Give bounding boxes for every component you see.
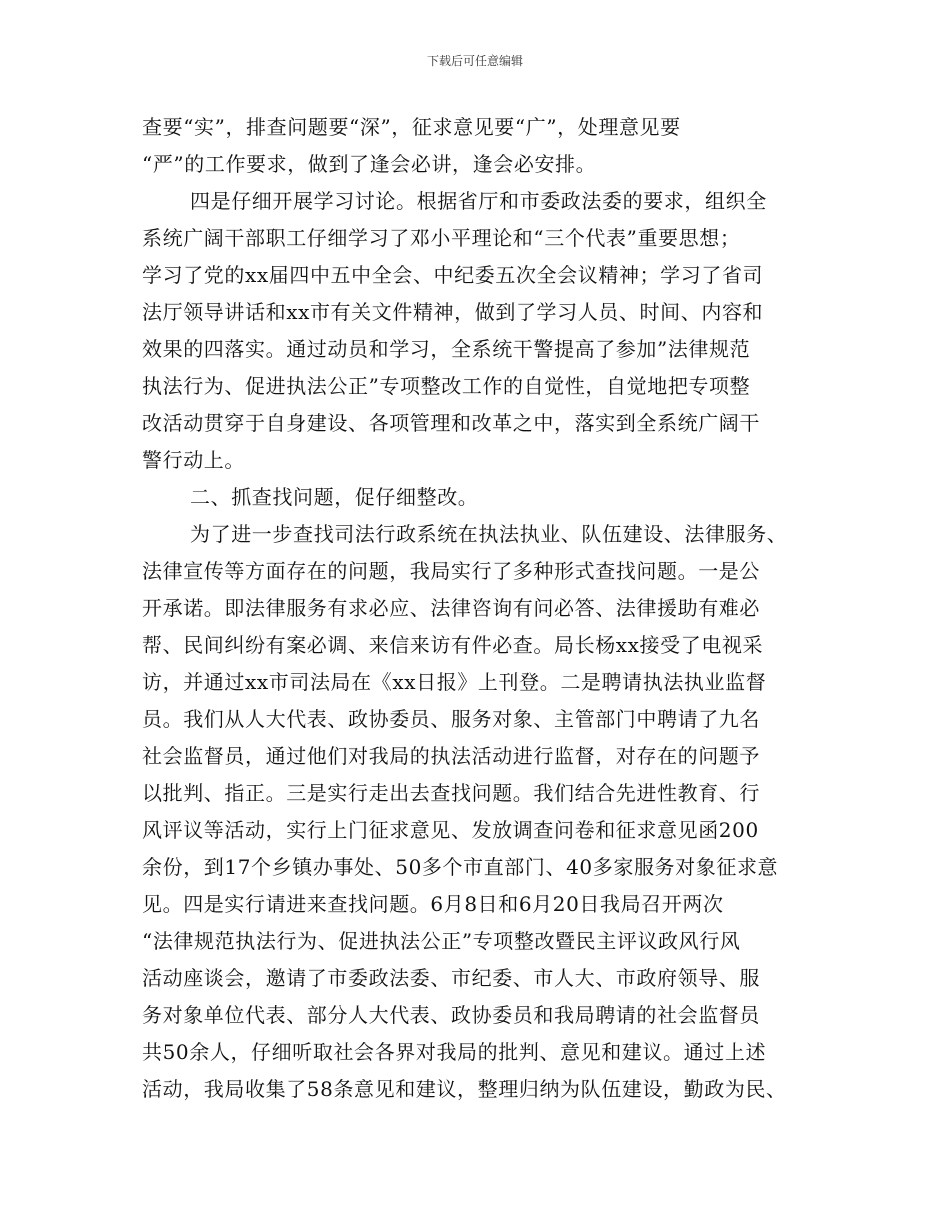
text-line: 为了进一步查找司法行政系统在执法执业、队伍建设、法律服务、 [190, 522, 788, 546]
text-line: 学习了党的xx届四中五中全会、中纪委五次全会议精神；学习了省司 [142, 263, 764, 287]
text-line: 法律宣传等方面存在的问题，我局实行了多种形式查找问题。一是公 [142, 559, 760, 583]
text-line: 法厅领导讲话和xx市有关文件精神，做到了学习人员、时间、内容和 [142, 300, 764, 324]
header-note: 下载后可任意编辑 [426, 54, 523, 68]
text-line: 务对象单位代表、部分人大代表、政协委员和我局聘请的社会监督员 [142, 1003, 760, 1027]
text-line: 帮、民间纠纷有案必调、来信来访有件必查。局长杨xx接受了电视采 [142, 633, 764, 657]
text-line: 四是仔细开展学习讨论。根据省厅和市委政法委的要求，组织全 [190, 189, 767, 213]
text-line: 执法行为、促进执法公正”专项整改工作的自觉性，自觉地把专项整 [142, 374, 751, 398]
text-line: “法律规范执法行为、促进执法公正”专项整改暨民主评议政风行风 [142, 929, 741, 953]
text-line: 社会监督员，通过他们对我局的执法活动进行监督，对存在的问题予 [142, 744, 760, 768]
text-line: “严”的工作要求，做到了逢会必讲，逢会必安排。 [142, 152, 597, 176]
text-line: 系统广阔干部职工仔细学习了邓小平理论和“三个代表”重要思想； [142, 226, 741, 250]
text-line: 效果的四落实。通过动员和学习，全系统干警提高了参加”法律规范 [142, 337, 751, 361]
text-line: 风评议等活动，实行上门征求意见、发放调查问卷和征求意见函200 [142, 818, 759, 842]
text-line: 余份，到17个乡镇办事处、50多个市直部门、40多家服务对象征求意 [142, 855, 779, 879]
text-line: 警行动上。 [142, 448, 245, 472]
text-line: 见。四是实行请进来查找问题。6月8日和6月20日我局召开两次 [142, 892, 724, 916]
text-line: 开承诺。即法律服务有求必应、法律咨询有问必答、法律援助有难必 [142, 596, 760, 620]
text-line: 员。我们从人大代表、政协委员、服务对象、主管部门中聘请了九名 [142, 707, 760, 731]
text-line: 以批判、指正。三是实行走出去查找问题。我们结合先进性教育、行 [142, 781, 760, 805]
text-line: 二、抓查找问题，促仔细整改。 [190, 485, 479, 509]
text-line: 查要“实”，排查问题要“深”，征求意见要“广”，处理意见要 [142, 115, 681, 139]
text-line: 活动，我局收集了58条意见和建议，整理归纳为队伍建设，勤政为民、 [142, 1077, 787, 1101]
text-line: 共50余人，仔细听取社会各界对我局的批判、意见和建议。通过上述 [142, 1040, 767, 1064]
text-line: 访，并通过xx市司法局在《xx日报》上刊登。二是聘请执法执业监督 [142, 670, 767, 694]
document-body [142, 109, 817, 1108]
text-line: 活动座谈会，邀请了市委政法委、市纪委、市人大、市政府领导、服 [142, 966, 760, 990]
text-line: 改活动贯穿于自身建设、各项管理和改革之中，落实到全系统广阔干 [142, 411, 760, 435]
